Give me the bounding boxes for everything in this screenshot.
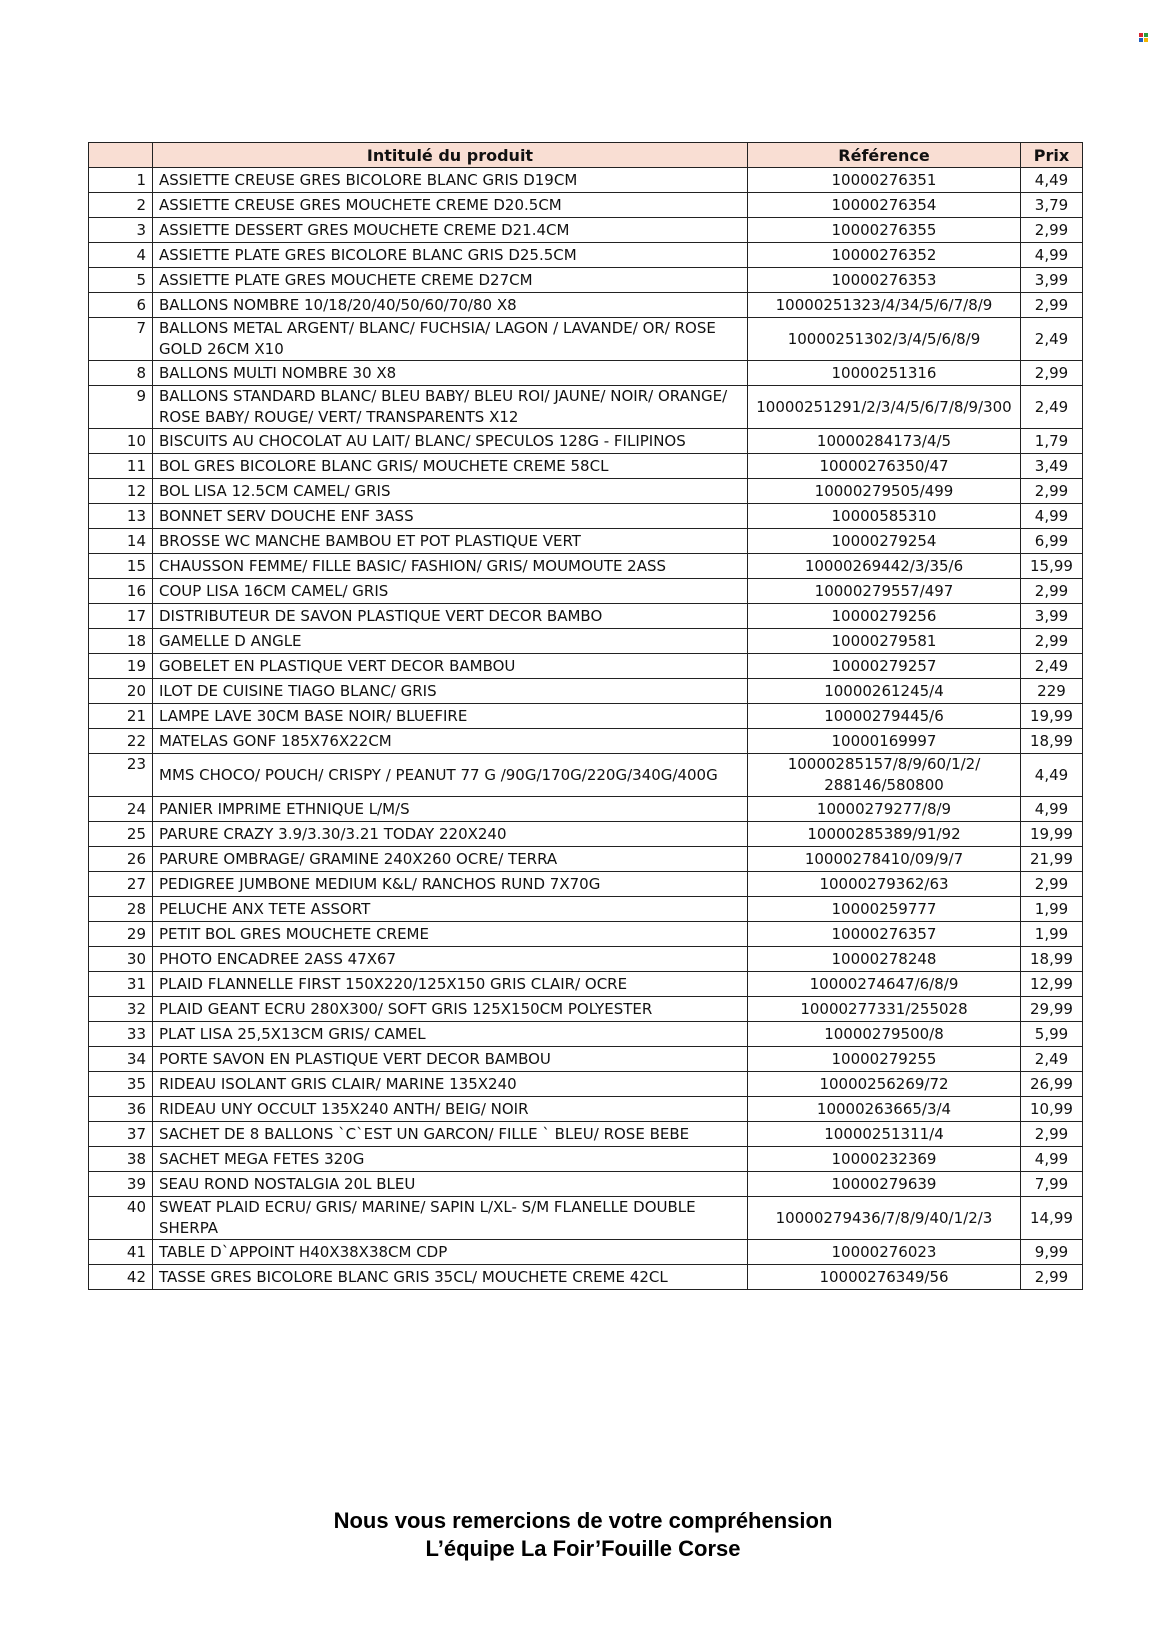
table-row: [89, 604, 1083, 629]
product-name: MMS CHOCO/ POUCH/ CRISPY / PEANUT 77 G /90G/170G/220G/340G/400G: [153, 754, 748, 797]
product-name: ASSIETTE CREUSE GRES MOUCHETE CREME D20.5CM: [153, 193, 748, 218]
row-number: 31: [89, 972, 153, 997]
row-number: 35: [89, 1072, 153, 1097]
row-number: 14: [89, 529, 153, 554]
row-number: 10: [89, 429, 153, 454]
header-reference: Référence: [748, 143, 1021, 168]
product-reference: 10000277331/255028: [748, 997, 1021, 1022]
row-number: 13: [89, 504, 153, 529]
table-row: [89, 361, 1083, 386]
row-number: 17: [89, 604, 153, 629]
row-number: 26: [89, 847, 153, 872]
row-number: 16: [89, 579, 153, 604]
product-price: 4,99: [1021, 243, 1083, 268]
table-row: [89, 193, 1083, 218]
table-row: [89, 1022, 1083, 1047]
product-name: RIDEAU ISOLANT GRIS CLAIR/ MARINE 135X240: [153, 1072, 748, 1097]
product-name: PORTE SAVON EN PLASTIQUE VERT DECOR BAMBOU: [153, 1047, 748, 1072]
product-reference: 10000279505/499: [748, 479, 1021, 504]
row-number: 22: [89, 729, 153, 754]
table-row: [89, 386, 1083, 429]
table-row: [89, 1122, 1083, 1147]
product-name: PARURE CRAZY 3.9/3.30/3.21 TODAY 220X240: [153, 822, 748, 847]
product-price: 2,99: [1021, 629, 1083, 654]
product-price: 1,79: [1021, 429, 1083, 454]
product-name: ASSIETTE PLATE GRES MOUCHETE CREME D27CM: [153, 268, 748, 293]
table-row: [89, 847, 1083, 872]
product-price: 7,99: [1021, 1172, 1083, 1197]
product-price: 12,99: [1021, 972, 1083, 997]
table-row: [89, 293, 1083, 318]
product-price: 4,99: [1021, 797, 1083, 822]
product-reference: 10000276354: [748, 193, 1021, 218]
product-reference: 10000232369: [748, 1147, 1021, 1172]
product-price: 3,99: [1021, 268, 1083, 293]
product-name: SWEAT PLAID ECRU/ GRIS/ MARINE/ SAPIN L/XL- S/M FLANELLE DOUBLE SHERPA: [153, 1197, 748, 1240]
product-name: TASSE GRES BICOLORE BLANC GRIS 35CL/ MOUCHETE CREME 42CL: [153, 1265, 748, 1290]
table-row: [89, 1265, 1083, 1290]
row-number: 11: [89, 454, 153, 479]
row-number: 12: [89, 479, 153, 504]
product-reference: 10000279257: [748, 654, 1021, 679]
product-name: GAMELLE D ANGLE: [153, 629, 748, 654]
product-reference: 10000279557/497: [748, 579, 1021, 604]
row-number: 28: [89, 897, 153, 922]
row-number: 19: [89, 654, 153, 679]
table-body: [89, 168, 1083, 1290]
product-price: 4,99: [1021, 1147, 1083, 1172]
table-row: [89, 243, 1083, 268]
product-reference: 10000285157/8/9/60/1/2/ 288146/580800: [748, 754, 1021, 797]
product-reference: 10000251291/2/3/4/5/6/7/8/9/300: [748, 386, 1021, 429]
row-number: 9: [89, 386, 153, 429]
product-reference: 10000259777: [748, 897, 1021, 922]
product-name: ASSIETTE PLATE GRES BICOLORE BLANC GRIS D25.5CM: [153, 243, 748, 268]
product-price: 19,99: [1021, 822, 1083, 847]
header-product: Intitulé du produit: [153, 143, 748, 168]
product-reference: 10000169997: [748, 729, 1021, 754]
product-price: 1,99: [1021, 922, 1083, 947]
table-row: [89, 729, 1083, 754]
product-reference: 10000274647/6/8/9: [748, 972, 1021, 997]
row-number: 29: [89, 922, 153, 947]
product-price: 2,99: [1021, 1265, 1083, 1290]
product-name: BROSSE WC MANCHE BAMBOU ET POT PLASTIQUE VERT: [153, 529, 748, 554]
product-name: PLAID GEANT ECRU 280X300/ SOFT GRIS 125X150CM POLYESTER: [153, 997, 748, 1022]
product-reference: 10000585310: [748, 504, 1021, 529]
product-name: PETIT BOL GRES MOUCHETE CREME: [153, 922, 748, 947]
row-number: 1: [89, 168, 153, 193]
product-reference: 10000279436/7/8/9/40/1/2/3: [748, 1197, 1021, 1240]
product-price: 1,99: [1021, 897, 1083, 922]
product-price: 5,99: [1021, 1022, 1083, 1047]
table-header-row: [89, 143, 1083, 168]
footer-thanks: Nous vous remercions de votre compréhension: [333, 1508, 833, 1533]
row-number: 36: [89, 1097, 153, 1122]
product-reference: 10000251316: [748, 361, 1021, 386]
product-name: CHAUSSON FEMME/ FILLE BASIC/ FASHION/ GRIS/ MOUMOUTE 2ASS: [153, 554, 748, 579]
product-price: 14,99: [1021, 1197, 1083, 1240]
row-number: 42: [89, 1265, 153, 1290]
row-number: 20: [89, 679, 153, 704]
product-table: [88, 142, 1083, 1290]
product-reference: 10000279445/6: [748, 704, 1021, 729]
row-number: 33: [89, 1022, 153, 1047]
product-price: 4,49: [1021, 168, 1083, 193]
row-number: 37: [89, 1122, 153, 1147]
product-price: 29,99: [1021, 997, 1083, 1022]
product-reference: 10000276350/47: [748, 454, 1021, 479]
product-reference: 10000279254: [748, 529, 1021, 554]
product-name: PLAT LISA 25,5X13CM GRIS/ CAMEL: [153, 1022, 748, 1047]
row-number: 6: [89, 293, 153, 318]
table-row: [89, 872, 1083, 897]
product-price: 4,49: [1021, 754, 1083, 797]
product-price: 19,99: [1021, 704, 1083, 729]
product-reference: 10000279256: [748, 604, 1021, 629]
product-name: ASSIETTE DESSERT GRES MOUCHETE CREME D21.4CM: [153, 218, 748, 243]
product-reference: 10000279500/8: [748, 1022, 1021, 1047]
product-name: SEAU ROND NOSTALGIA 20L BLEU: [153, 1172, 748, 1197]
table-row: [89, 479, 1083, 504]
product-name: ILOT DE CUISINE TIAGO BLANC/ GRIS: [153, 679, 748, 704]
product-reference: 10000279255: [748, 1047, 1021, 1072]
product-name: PELUCHE ANX TETE ASSORT: [153, 897, 748, 922]
table-row: [89, 268, 1083, 293]
header-price: Prix: [1021, 143, 1083, 168]
product-reference: 10000261245/4: [748, 679, 1021, 704]
row-number: 38: [89, 1147, 153, 1172]
row-number: 25: [89, 822, 153, 847]
product-name: PANIER IMPRIME ETHNIQUE L/M/S: [153, 797, 748, 822]
row-number: 5: [89, 268, 153, 293]
product-name: SACHET DE 8 BALLONS `C`EST UN GARCON/ FILLE ` BLEU/ ROSE BEBE: [153, 1122, 748, 1147]
table-row: [89, 797, 1083, 822]
table-row: [89, 1240, 1083, 1265]
product-price: 2,99: [1021, 479, 1083, 504]
product-name: SACHET MEGA FETES 320G: [153, 1147, 748, 1172]
product-reference: 10000251302/3/4/5/6/8/9: [748, 318, 1021, 361]
product-price: 2,99: [1021, 293, 1083, 318]
product-price: 2,49: [1021, 1047, 1083, 1072]
row-number: 27: [89, 872, 153, 897]
row-number: 4: [89, 243, 153, 268]
table-row: [89, 947, 1083, 972]
product-reference: 10000263665/3/4: [748, 1097, 1021, 1122]
table-row: [89, 1047, 1083, 1072]
product-price: 2,49: [1021, 386, 1083, 429]
table-row: [89, 822, 1083, 847]
row-number: 39: [89, 1172, 153, 1197]
product-reference: 10000278410/09/9/7: [748, 847, 1021, 872]
product-price: 26,99: [1021, 1072, 1083, 1097]
product-price: 2,99: [1021, 872, 1083, 897]
product-price: 2,99: [1021, 361, 1083, 386]
product-price: 15,99: [1021, 554, 1083, 579]
row-number: 15: [89, 554, 153, 579]
row-number: 30: [89, 947, 153, 972]
product-price: 6,99: [1021, 529, 1083, 554]
product-name: BALLONS MULTI NOMBRE 30 X8: [153, 361, 748, 386]
row-number: 40: [89, 1197, 153, 1240]
table-row: [89, 1097, 1083, 1122]
product-price: 2,99: [1021, 218, 1083, 243]
row-number: 24: [89, 797, 153, 822]
product-name: MATELAS GONF 185X76X22CM: [153, 729, 748, 754]
product-name: BISCUITS AU CHOCOLAT AU LAIT/ BLANC/ SPECULOS 128G - FILIPINOS: [153, 429, 748, 454]
product-reference: 10000251311/4: [748, 1122, 1021, 1147]
product-name: COUP LISA 16CM CAMEL/ GRIS: [153, 579, 748, 604]
product-price: 18,99: [1021, 729, 1083, 754]
table-row: [89, 1197, 1083, 1240]
product-name: PHOTO ENCADREE 2ASS 47X67: [153, 947, 748, 972]
footer-signature: L’équipe La Foir’Fouille Corse: [425, 1536, 741, 1561]
row-number: 32: [89, 997, 153, 1022]
product-name: GOBELET EN PLASTIQUE VERT DECOR BAMBOU: [153, 654, 748, 679]
table-row: [89, 554, 1083, 579]
product-price: 9,99: [1021, 1240, 1083, 1265]
row-number: 2: [89, 193, 153, 218]
row-number: 21: [89, 704, 153, 729]
table-row: [89, 168, 1083, 193]
product-reference: 10000276351: [748, 168, 1021, 193]
product-price: 21,99: [1021, 847, 1083, 872]
product-price: 4,99: [1021, 504, 1083, 529]
product-reference: 10000279362/63: [748, 872, 1021, 897]
product-reference: 10000256269/72: [748, 1072, 1021, 1097]
product-reference: 10000278248: [748, 947, 1021, 972]
row-number: 34: [89, 1047, 153, 1072]
table-row: [89, 1072, 1083, 1097]
table-row: [89, 654, 1083, 679]
table-row: [89, 972, 1083, 997]
table-row: [89, 454, 1083, 479]
product-price: 2,99: [1021, 1122, 1083, 1147]
product-price: 3,79: [1021, 193, 1083, 218]
product-price: 3,99: [1021, 604, 1083, 629]
product-price: 2,49: [1021, 654, 1083, 679]
header-num: [89, 143, 153, 168]
table-row: [89, 429, 1083, 454]
product-reference: 10000276349/56: [748, 1265, 1021, 1290]
product-price: 2,49: [1021, 318, 1083, 361]
product-name: PLAID FLANNELLE FIRST 150X220/125X150 GRIS CLAIR/ OCRE: [153, 972, 748, 997]
product-reference: 10000276357: [748, 922, 1021, 947]
table-row: [89, 1172, 1083, 1197]
row-number: 7: [89, 318, 153, 361]
product-price: 10,99: [1021, 1097, 1083, 1122]
table-row: [89, 579, 1083, 604]
product-name: PARURE OMBRAGE/ GRAMINE 240X260 OCRE/ TERRA: [153, 847, 748, 872]
table-row: [89, 704, 1083, 729]
product-name: BONNET SERV DOUCHE ENF 3ASS: [153, 504, 748, 529]
product-price: 229: [1021, 679, 1083, 704]
product-name: PEDIGREE JUMBONE MEDIUM K&L/ RANCHOS RUND 7X70G: [153, 872, 748, 897]
table-row: [89, 529, 1083, 554]
product-name: BALLONS METAL ARGENT/ BLANC/ FUCHSIA/ LAGON / LAVANDE/ OR/ ROSE GOLD 26CM X10: [153, 318, 748, 361]
row-number: 23: [89, 754, 153, 797]
table-row: [89, 922, 1083, 947]
product-name: BOL GRES BICOLORE BLANC GRIS/ MOUCHETE CREME 58CL: [153, 454, 748, 479]
product-name: RIDEAU UNY OCCULT 135X240 ANTH/ BEIG/ NOIR: [153, 1097, 748, 1122]
brand-logo-icon: [1139, 33, 1148, 42]
product-name: TABLE D`APPOINT H40X38X38CM CDP: [153, 1240, 748, 1265]
table-row: [89, 218, 1083, 243]
table-row: [89, 504, 1083, 529]
product-reference: 10000269442/3/35/6: [748, 554, 1021, 579]
product-price: 18,99: [1021, 947, 1083, 972]
product-reference: 10000251323/4/34/5/6/7/8/9: [748, 293, 1021, 318]
product-reference: 10000276355: [748, 218, 1021, 243]
product-name: ASSIETTE CREUSE GRES BICOLORE BLANC GRIS D19CM: [153, 168, 748, 193]
product-reference: 10000276352: [748, 243, 1021, 268]
product-reference: 10000279581: [748, 629, 1021, 654]
product-name: BALLONS STANDARD BLANC/ BLEU BABY/ BLEU ROI/ JAUNE/ NOIR/ ORANGE/ ROSE BABY/ ROUGE/ VERT/ TRANSPARENTS X12: [153, 386, 748, 429]
table-row: [89, 997, 1083, 1022]
table-row: [89, 754, 1083, 797]
product-name: BOL LISA 12.5CM CAMEL/ GRIS: [153, 479, 748, 504]
product-name: LAMPE LAVE 30CM BASE NOIR/ BLUEFIRE: [153, 704, 748, 729]
product-reference: 10000284173/4/5: [748, 429, 1021, 454]
product-price: 2,99: [1021, 579, 1083, 604]
table-row: [89, 629, 1083, 654]
product-reference: 10000279277/8/9: [748, 797, 1021, 822]
table-row: [89, 318, 1083, 361]
table-row: [89, 679, 1083, 704]
product-price: 3,49: [1021, 454, 1083, 479]
row-number: 41: [89, 1240, 153, 1265]
product-reference: 10000276023: [748, 1240, 1021, 1265]
product-reference: 10000276353: [748, 268, 1021, 293]
product-reference: 10000279639: [748, 1172, 1021, 1197]
product-name: DISTRIBUTEUR DE SAVON PLASTIQUE VERT DECOR BAMBO: [153, 604, 748, 629]
row-number: 18: [89, 629, 153, 654]
product-name: BALLONS NOMBRE 10/18/20/40/50/60/70/80 X8: [153, 293, 748, 318]
table-row: [89, 897, 1083, 922]
row-number: 8: [89, 361, 153, 386]
row-number: 3: [89, 218, 153, 243]
table-row: [89, 1147, 1083, 1172]
product-reference: 10000285389/91/92: [748, 822, 1021, 847]
